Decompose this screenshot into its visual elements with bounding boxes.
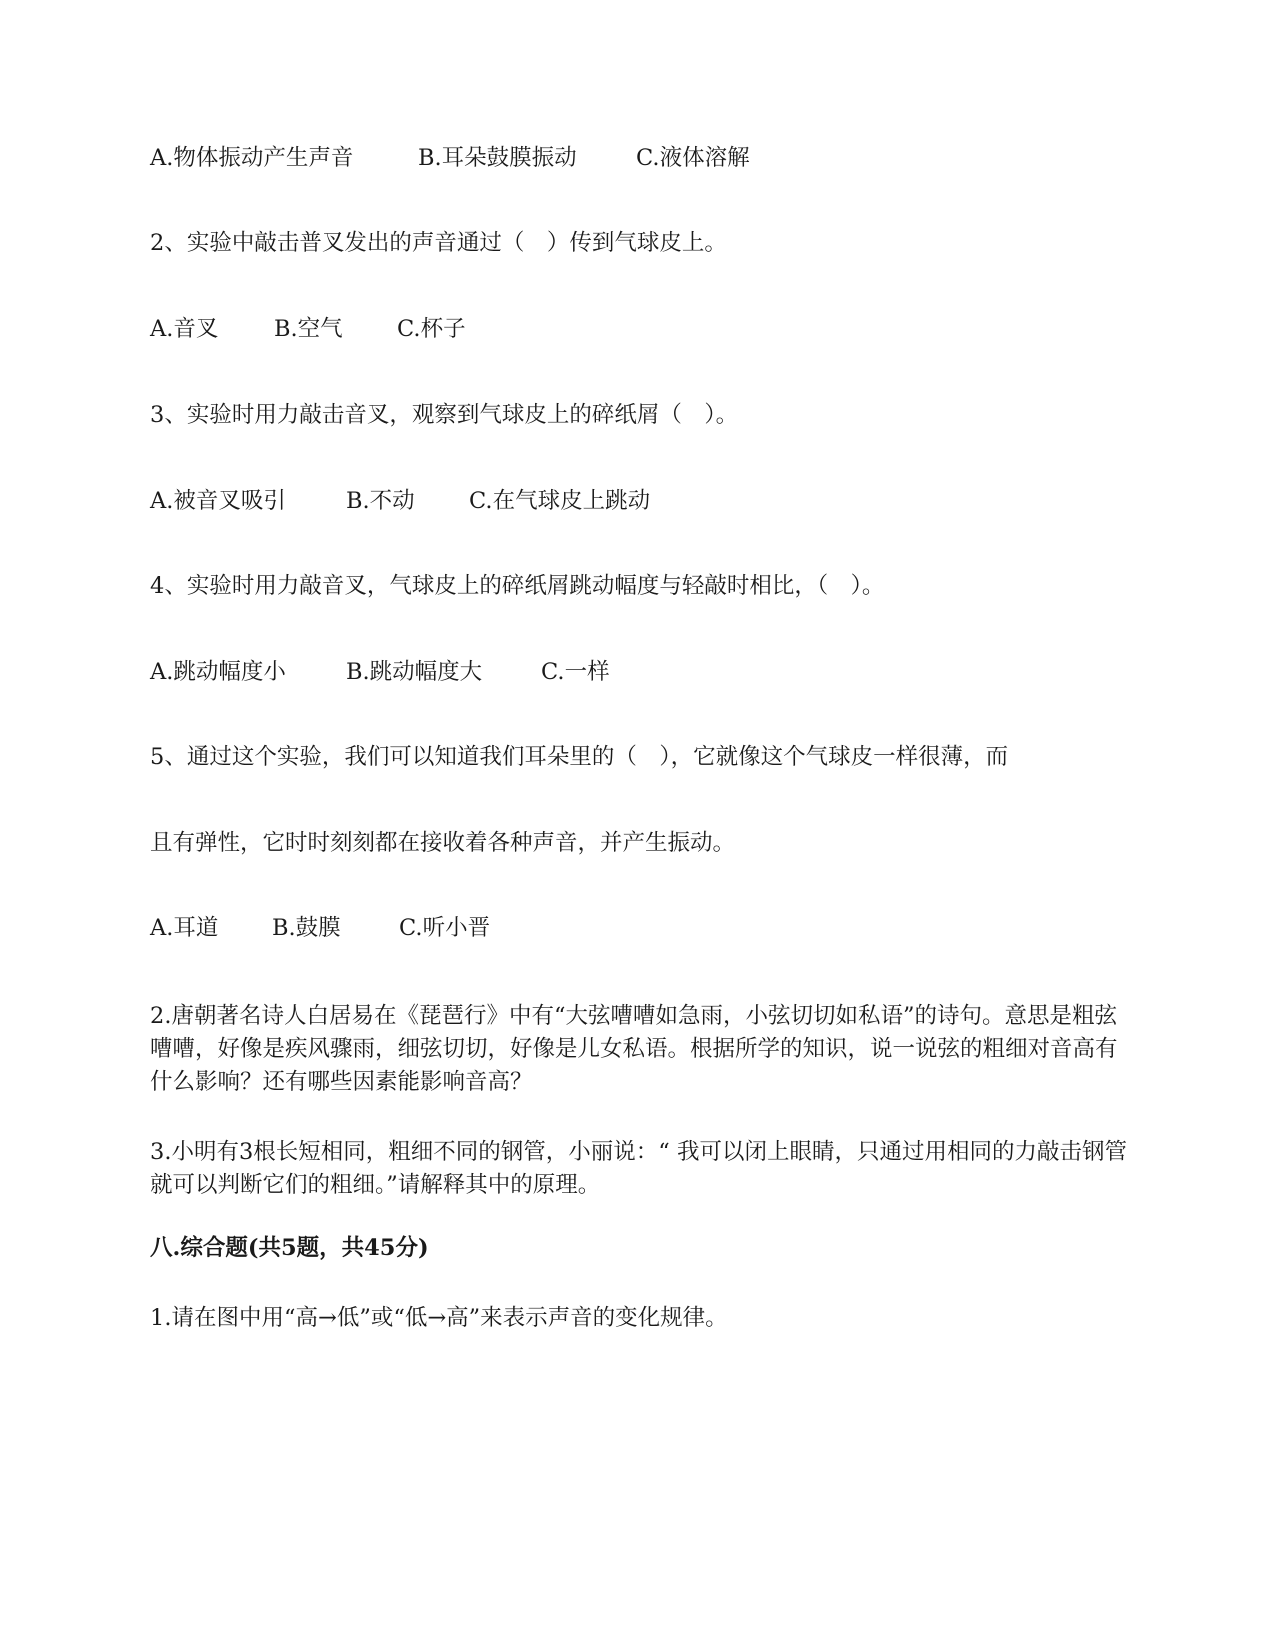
q5-text-line1: 5、通过这个实验，我们可以知道我们耳朵里的（ ），它就像这个气球皮一样很薄，而 xyxy=(150,744,1009,770)
q2-option-c: C.杯子 xyxy=(397,316,466,342)
section8-title: 八.综合题(共5题，共45分) xyxy=(150,1235,429,1261)
q5-text-line2: 且有弹性，它时时刻刻都在接收着各种声音，并产生振动。 xyxy=(150,830,736,856)
section8-question-1: 1.请在图中用“高→低”或“低→高”来表示声音的变化规律。 xyxy=(150,1305,728,1331)
q3-option-c: C.在气球皮上跳动 xyxy=(469,488,651,514)
q5-options xyxy=(150,913,490,943)
q4-option-c: C.一样 xyxy=(541,659,610,685)
q4-text: 4、实验时用力敲音叉，气球皮上的碎纸屑跳动幅度与轻敲时相比，（ ）。 xyxy=(150,573,885,599)
q3-option-b: B.不动 xyxy=(346,488,415,514)
q5-option-a: A.耳道 xyxy=(150,915,219,941)
q2-text: 2、实验中敲击普叉发出的声音通过（ ）传到气球皮上。 xyxy=(150,230,727,256)
q1-option-a: A.物体振动产生声音 xyxy=(150,145,354,171)
q2-option-a: A.音叉 xyxy=(150,316,219,342)
short-answer-3: 3.小明有3根长短相同，粗细不同的钢管，小丽说：“ 我可以闭上眼睛，只通过用相同的力敲击钢管就可以判断它们的粗细。”请解释其中的原理。 xyxy=(150,1139,1127,1198)
short-answer-2: 2.唐朝著名诗人白居易在《琵琶行》中有“大弦嘈嘈如急雨，小弦切切如私语”的诗句。意思是粗弦嘈嘈，好像是疾风骤雨，细弦切切，好像是儿女私语。根据所学的知识，说一说弦的粗细对音高有什么影响？还有哪些因素能影响音高？ xyxy=(150,1003,1118,1095)
q1-option-c: C.液体溶解 xyxy=(636,145,750,171)
q3-options xyxy=(150,486,650,516)
q4-option-b: B.跳动幅度大 xyxy=(346,659,483,685)
q3-text: 3、实验时用力敲击音叉，观察到气球皮上的碎纸屑（ ）。 xyxy=(150,402,739,428)
q1-options xyxy=(150,143,750,173)
q4-option-a: A.跳动幅度小 xyxy=(150,659,286,685)
q5-option-c: C.听小晋 xyxy=(399,915,491,941)
q4-options xyxy=(150,657,610,687)
q2-options xyxy=(150,314,466,344)
q1-option-b: B.耳朵鼓膜振动 xyxy=(418,145,577,171)
q5-option-b: B.鼓膜 xyxy=(272,915,341,941)
q2-option-b: B.空气 xyxy=(274,316,343,342)
q3-option-a: A.被音叉吸引 xyxy=(150,488,286,514)
